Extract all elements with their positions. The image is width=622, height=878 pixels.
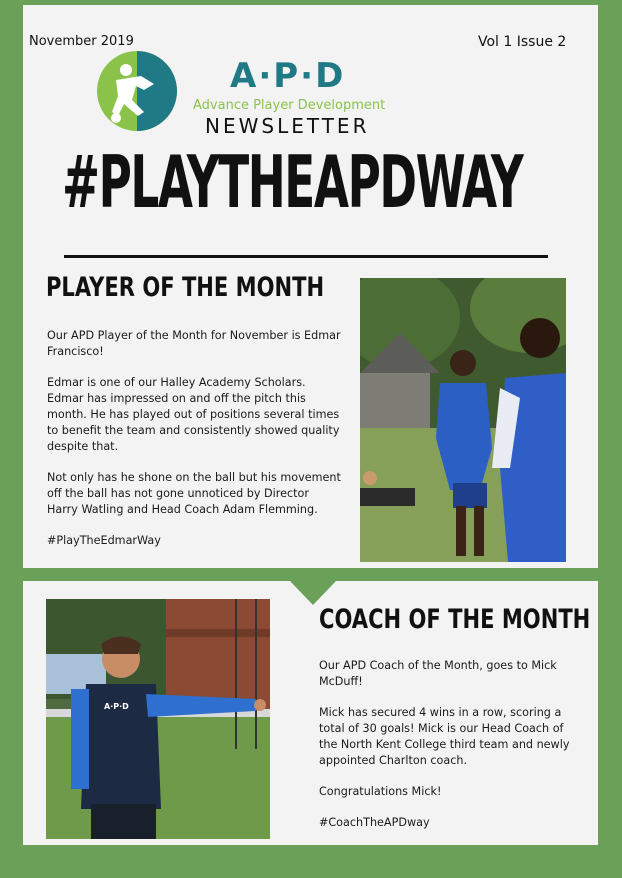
coach-shirt-logo: A·P·D [104, 702, 129, 711]
panel-notch [290, 581, 336, 605]
coach-section-title: COACH OF THE MONTH [319, 604, 591, 635]
player-paragraph: Not only has he shone on the ball but his movement off the ball has not gone unnoticed by Director Harry Watling and Head Coach Adam Flemming. [47, 471, 341, 516]
player-paragraph: Edmar is one of our Halley Academy Scholars. Edmar has impressed on and off the pitch this month. He has played out of positions several times to benefit the team and consistently showed quality despite that. [47, 376, 340, 453]
coach-paragraph: Congratulations Mick! [319, 785, 442, 798]
issue-number: Vol 1 Issue 2 [478, 34, 567, 50]
player-section-body [47, 328, 343, 564]
issue-date: November 2019 [29, 34, 134, 49]
hashtag-title: #PLAYTHEAPDWAY [62, 140, 523, 224]
player-photo [360, 278, 566, 562]
coach-paragraph: Our APD Coach of the Month, goes to Mick McDuff! [319, 659, 557, 688]
coach-section-body [319, 658, 585, 846]
player-hashtag: #PlayTheEdmarWay [47, 534, 161, 547]
newsletter-subtitle: NEWSLETTER [205, 114, 370, 138]
apd-logo-letters: A·P·D [230, 56, 346, 96]
apd-logo-tagline: Advance Player Development [193, 98, 386, 113]
apd-logo-icon [96, 50, 178, 132]
player-paragraph: Our APD Player of the Month for November is Edmar Francisco! [47, 329, 341, 358]
title-divider [64, 255, 548, 258]
player-section-title: PLAYER OF THE MONTH [46, 272, 325, 303]
coach-paragraph: Mick has secured 4 wins in a row, scoring a total of 30 goals! Mick is our Head Coach of the North Kent College third team and newly appointed Charlton coach. [319, 706, 570, 767]
coach-hashtag: #CoachTheAPDway [319, 816, 430, 829]
coach-photo [46, 599, 270, 839]
